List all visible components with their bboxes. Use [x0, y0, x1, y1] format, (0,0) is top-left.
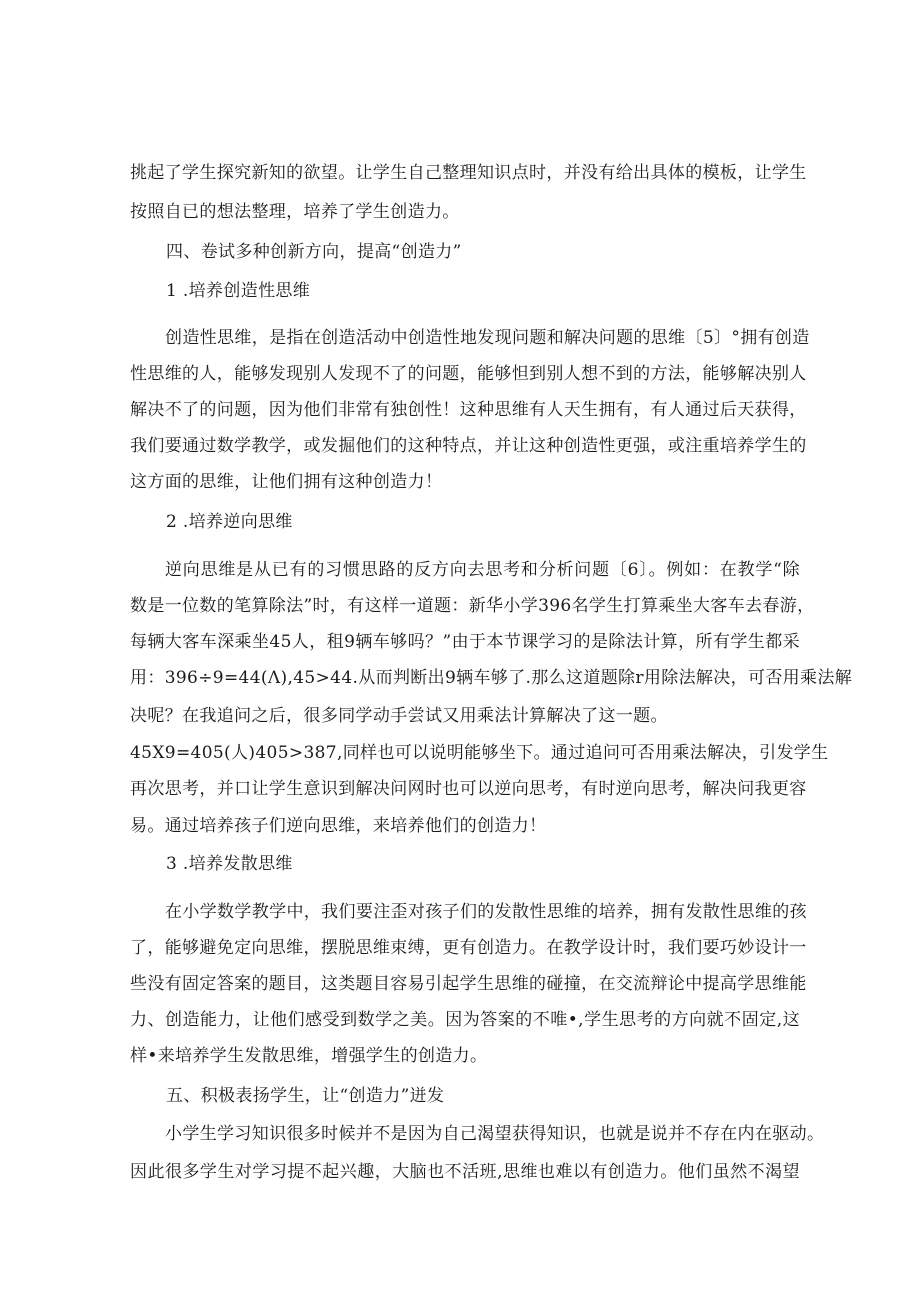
paragraph-line: 性思维的人，能够发现别人发现不了的问题，能够怛到别人想不到的方法，能够解决别人 — [130, 364, 807, 384]
paragraph-line: 逆向思维是从已有的习惯思路的反方向去思考和分析问题〔6〕。例如：在教学“除 — [165, 560, 800, 580]
paragraph-line: 每辆大客车深乘坐45人，租9辆车够吗？”由于本节课学习的是除法计算，所有学生都采 — [130, 632, 800, 652]
paragraph-line: 决呢？在我追问之后，很多同学动手尝试又用乘法计算解决了这一题。 — [130, 706, 668, 726]
paragraph-line: 易。通过培养孩子们逆向思维，来培养他们的创造力！ — [130, 816, 547, 836]
paragraph-line: 因此很多学生对学习提不起兴趣，大脑也不活班,思维也难以有创造力。他们虽然不渴望 — [130, 1162, 800, 1182]
paragraph-line: 挑起了学生探究新知的欲望。让学生自己整理知识点时，并没有给出具体的模板，让学生 — [130, 163, 807, 183]
paragraph-line: 按照自已的想法整理，培养了学生创造力。 — [130, 202, 460, 222]
paragraph-line: 解决不了的问题，因为他们非常有独创性！这种思维有人天生拥有，有人通过后天获得， — [130, 400, 807, 420]
paragraph-line: 小学生学习知识很多时候并不是因为自己渴望获得知识，也就是说并不存在内在驱动。 — [165, 1124, 825, 1144]
paragraph-line: 在小学数学教学中，我们要注歪对孩子们的发散性思维的培养，拥有发散性思维的孩 — [165, 902, 807, 922]
paragraph-line: 创造性思维，是指在创造活动中创造性地发现问题和解决问题的思维〔5〕°拥有创造 — [165, 328, 810, 348]
subsection-heading: 3 .培养发散思维 — [166, 854, 293, 874]
paragraph-line: 再次思考，并口让学生意识到解决问网时也可以逆向思考，有时逆向思考，解决问我更容 — [130, 779, 807, 799]
section-heading: 五、积极表扬学生，让“创造力”迸发 — [166, 1086, 445, 1106]
paragraph-line: 数是一位数的笔算除法”时，有这样一道题：新华小学396名学生打算乘坐大客车去春游， — [130, 596, 815, 616]
subsection-heading: 1 .培养创造性思维 — [166, 281, 311, 301]
subsection-heading: 2 .培养逆向思维 — [166, 512, 293, 532]
paragraph-line: 力、创造能力，让他们感受到数学之美。因为答案的不唯•,学生思考的方向就不固定,这 — [130, 1010, 800, 1030]
paragraph-line: 用：396÷9=44(Λ),45>44.从而判断出9辆车够了.那么这道题除r用除法解决，可否用乘法解 — [130, 668, 853, 688]
paragraph-line: 些没有固定答案的题目，这类题目容易引起学生思维的碰撞，在交流辩论中提高学思维能 — [130, 974, 807, 994]
paragraph-line: 我们要通过数学教学，或发掘他们的这种特点，并让这种创造性更强，或注重培养学生的 — [130, 436, 807, 456]
paragraph-line: 了，能够避免定向思维，摆脱思维束缚，更有创造力。在教学设计时，我们要巧妙设计一 — [130, 938, 807, 958]
section-heading: 四、卷试多种创新方向，提高“创造力” — [166, 242, 462, 262]
paragraph-line: 45X9=405(人)405>387,同样也可以说明能够坐下。通过追问可否用乘法解决，引发学生 — [130, 743, 829, 763]
paragraph-line: 样•来培养学生发散思维，增强学生的创造力。 — [130, 1046, 488, 1066]
paragraph-line: 这方面的思维，让他们拥有这种创造力！ — [130, 472, 443, 492]
